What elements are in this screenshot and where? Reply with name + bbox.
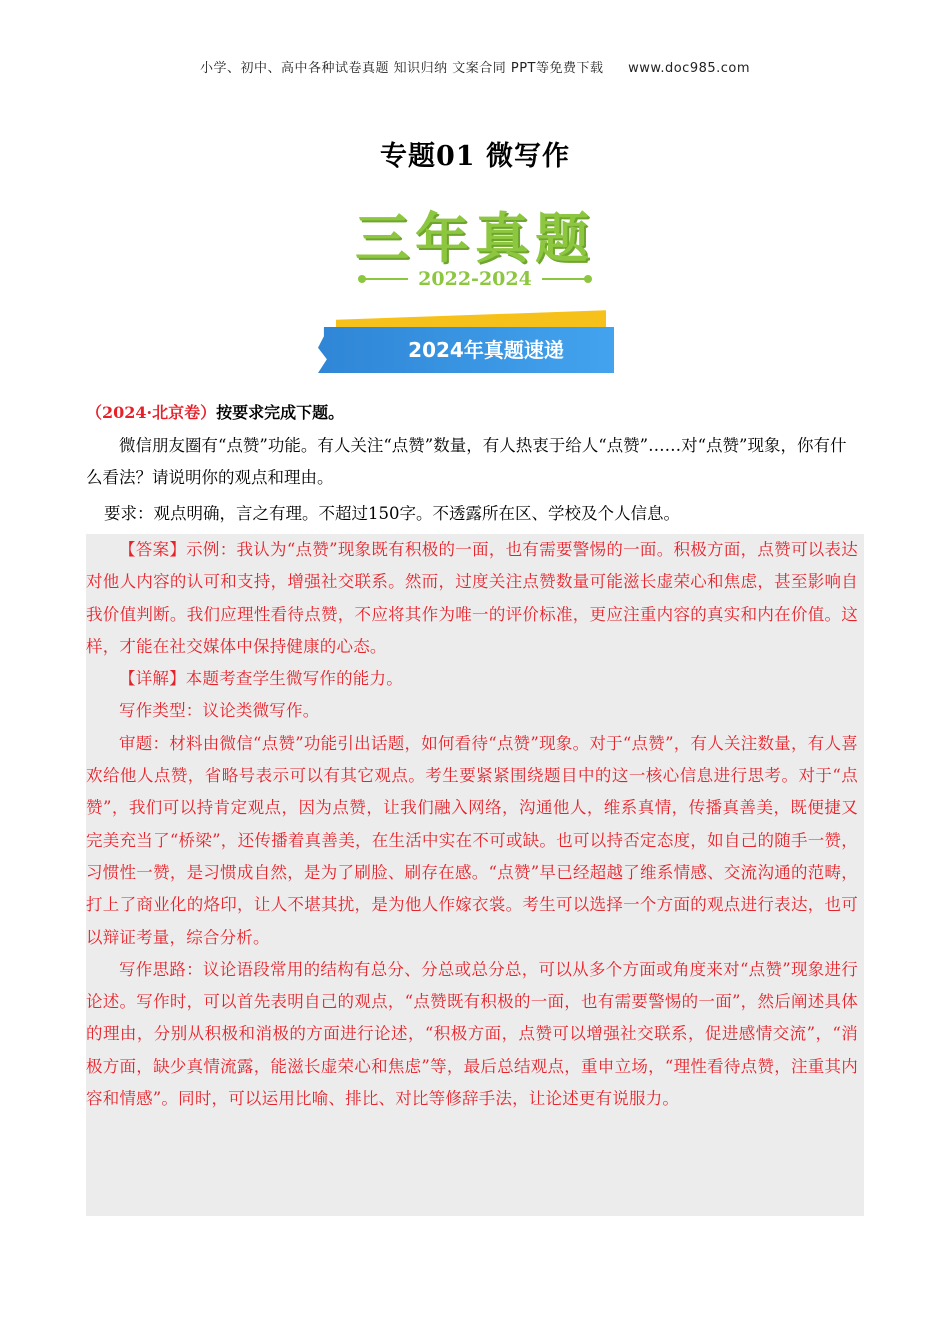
answer-topic-analysis: 审题：材料由微信“点赞”功能引出话题，如何看待“点赞”现象。对于“点赞”，有人关注数量，有人喜欢给他人点赞，省略号表示可以有其它观点。考生要紧紧围绕题目中的这一核心信息进行思考。对于“点赞”，我们可以持肯定观点，因为点赞，让我们融入网络，沟通他人，维系真情，传播真善美，既便捷又完美充当了“桥梁”，还传播着真善美，在生活中实在不可或缺。也可以持否定态度，如自己的随手一赞，习惯性一赞，是习惯成自然，是为了刷脸、刷存在感。“点赞”早已经超越了维系情感、交流沟通的范畴，打上了商业化的烙印，让人不堪其扰，是为他人作嫁衣裳。考生可以选择一个方面的观点进行表达，也可以辩证考量，综合分析。 [86, 733, 858, 947]
banner-label: 2024年真题速递 [408, 338, 564, 362]
answer-box [86, 534, 864, 1216]
question-heading [86, 400, 344, 423]
header-text: 小学、初中、高中各种试卷真题 知识归纳 文案合同 PPT等免费下载 [199, 61, 604, 76]
header-site-link[interactable]: www.doc985.com [628, 61, 751, 76]
question-source: （2024·北京卷） [86, 403, 217, 422]
years-left-decoration [362, 278, 408, 280]
three-year-title: 三年真题 [355, 207, 595, 270]
years-right-decoration [542, 278, 588, 280]
question-prompt: 微信朋友圈有“点赞”功能。有人关注“点赞”数量，有人热衷于给人“点赞”……对“点赞”现象，你有什么看法？请说明你的观点和理由。 [86, 436, 847, 487]
answer-example: 【答案】示例：我认为“点赞”现象既有积极的一面，也有需要警惕的一面。积极方面，点赞可以表达对他人内容的认可和支持，增强社交联系。然而，过度关注点赞数量可能滋长虚荣心和焦虑，甚至影响自我价值判断。我们应理性看待点赞，不应将其作为唯一的评价标准，更应注重内容的真实和内在价值。这样，才能在社交媒体中保持健康的心态。 [86, 540, 858, 656]
answer-writing-approach: 写作思路：议论语段常用的结构有总分、分总或总分总，可以从多个方面或角度来对“点赞”现象进行论述。写作时，可以首先表明自己的观点，“点赞既有积极的一面，也有需要警惕的一面”，然后阐述具体的理由，分别从积极和消极的方面进行论述，“积极方面，点赞可以增强社交联系，促进感情交流”，“消极方面，缺少真情流露，能滋长虚荣心和焦虑”等，最后总结观点，重申立场，“理性看待点赞，注重其内容和情感”。同时，可以运用比喻、排比、对比等修辞手法，让论述更有说服力。 [86, 959, 858, 1109]
page-header [0, 57, 950, 76]
question-requirement: 要求：观点明确，言之有理。不超过150字。不透露所在区、学校及个人信息。 [104, 504, 680, 523]
years-text: 2022-2024 [418, 268, 532, 290]
page-title: 专题01 微写作 [380, 141, 570, 172]
question-instruction: 按要求完成下题。 [216, 403, 345, 422]
answer-writing-type: 写作类型：议论类微写作。 [119, 701, 320, 721]
years-range [0, 268, 950, 290]
answer-detail-heading: 【详解】本题考查学生微写作的能力。 [119, 669, 403, 689]
section-banner [318, 315, 614, 377]
